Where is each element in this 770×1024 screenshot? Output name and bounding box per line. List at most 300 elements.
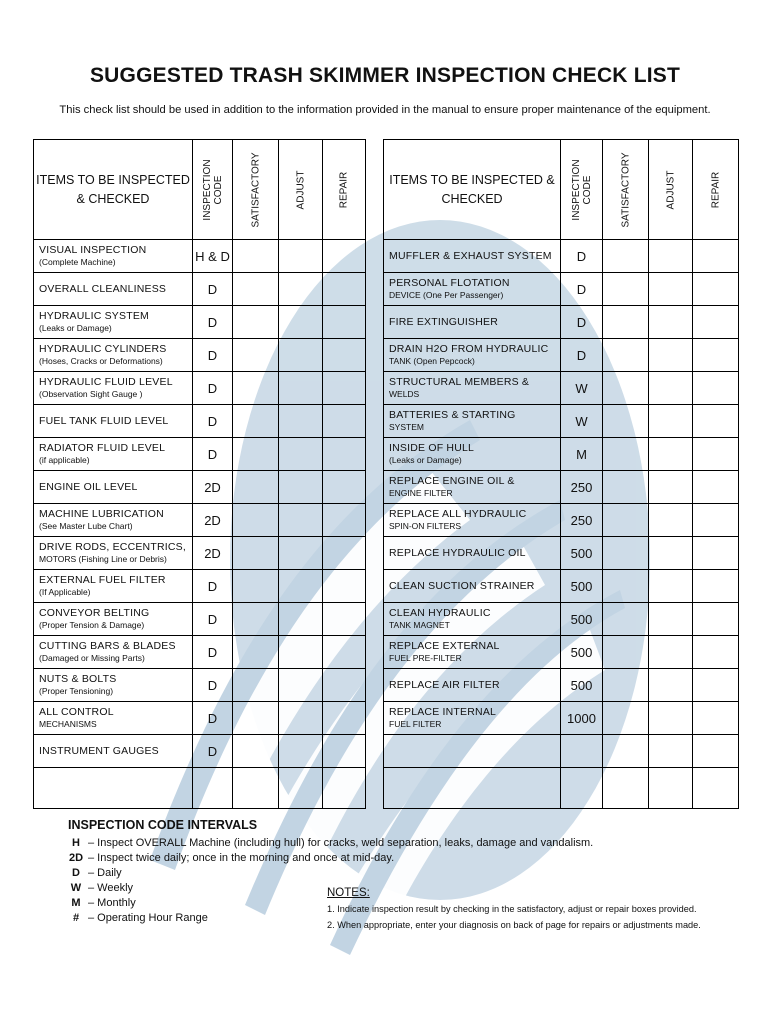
repair-box[interactable] (693, 471, 739, 504)
repair-box[interactable] (693, 273, 739, 306)
repair-box[interactable] (693, 636, 739, 669)
inspection-code: 2D (193, 471, 233, 504)
intervals-title: INSPECTION CODE INTERVALS (68, 818, 258, 832)
table-row (384, 273, 739, 306)
code-header-line2: CODE (212, 175, 224, 204)
blank-row (384, 768, 739, 809)
satisfactory-box[interactable] (603, 636, 649, 669)
interval-row (68, 836, 758, 851)
adjust-box[interactable] (279, 273, 323, 306)
item-name: FUEL TANK FLUID LEVEL (39, 414, 169, 427)
item-name: HYDRAULIC FLUID LEVEL (39, 376, 173, 388)
inspection-code: W (561, 372, 603, 405)
item-name: HYDRAULIC CYLINDERS (39, 343, 167, 355)
repair-box[interactable] (323, 306, 366, 339)
item-name: REPLACE ENGINE OIL & (389, 475, 515, 487)
item-name: BATTERIES & STARTING (389, 409, 516, 421)
blank-cell[interactable] (323, 768, 366, 809)
item-name: OVERALL CLEANLINESS (39, 282, 167, 295)
satisfactory-header (603, 140, 649, 240)
blank-cell[interactable] (693, 768, 739, 809)
adjust-box[interactable] (649, 537, 693, 570)
repair-box[interactable] (323, 570, 366, 603)
table-row (384, 636, 739, 669)
blank-cell[interactable] (603, 768, 649, 809)
item-cell (384, 339, 561, 372)
adjust-box[interactable] (279, 603, 323, 636)
table-row (34, 702, 366, 735)
item-note: (Damaged or Missing Parts) (39, 653, 145, 663)
item-note: MECHANISMS (39, 719, 97, 729)
interval-code: M (71, 897, 81, 909)
repair-box[interactable] (693, 438, 739, 471)
satisfactory-box[interactable] (603, 306, 649, 339)
item-name: DRIVE RODS, ECCENTRICS, (39, 541, 186, 553)
interval-code: H (72, 837, 80, 849)
note-item: 1. Indicate inspection result by checking in the satisfactory, adjust or repair boxes provided. (327, 904, 697, 914)
satisfactory-box[interactable] (603, 273, 649, 306)
item-name: NUTS & BOLTS (39, 673, 117, 685)
inspection-code: 2D (193, 537, 233, 570)
satisfactory-box[interactable] (233, 603, 279, 636)
item-note: DEVICE (One Per Passenger) (389, 290, 504, 300)
adjust-box[interactable] (649, 570, 693, 603)
inspection-code: D (561, 273, 603, 306)
checklist-table-left (33, 139, 366, 809)
table-row (384, 405, 739, 438)
repair-box[interactable] (693, 570, 739, 603)
item-cell (384, 240, 561, 273)
inspection-code: D (193, 306, 233, 339)
satisfactory-box[interactable] (603, 372, 649, 405)
blank-cell[interactable] (649, 768, 693, 809)
repair-box[interactable] (323, 405, 366, 438)
item-name: CONVEYOR BELTING (39, 607, 150, 619)
inspection-code: 250 (561, 471, 603, 504)
satisfactory-box[interactable] (233, 471, 279, 504)
adjust-header-label: ADJUST (295, 170, 306, 209)
satisfactory-box[interactable] (233, 537, 279, 570)
table-row (34, 273, 366, 306)
repair-box[interactable] (323, 603, 366, 636)
inspection-code: D (193, 438, 233, 471)
satisfactory-header-label: SATISFACTORY (250, 151, 261, 228)
inspection-code-header (193, 140, 233, 240)
table-row (34, 537, 366, 570)
item-name: VISUAL INSPECTION (39, 244, 147, 256)
item-cell (34, 504, 193, 537)
item-name: INSTRUMENT GAUGES (39, 744, 159, 757)
item-cell (384, 570, 561, 603)
inspection-code: D (193, 372, 233, 405)
satisfactory-box[interactable] (233, 504, 279, 537)
item-cell (34, 735, 193, 768)
notes-section (327, 885, 757, 933)
blank-item-cell (384, 768, 561, 809)
code-header-line1: INSPECTION (201, 158, 213, 221)
item-name: HYDRAULIC SYSTEM (39, 310, 149, 322)
repair-header (693, 140, 739, 240)
satisfactory-box[interactable] (233, 339, 279, 372)
satisfactory-box[interactable] (603, 471, 649, 504)
adjust-box[interactable] (279, 702, 323, 735)
item-name: RADIATOR FLUID LEVEL (39, 442, 166, 454)
item-cell (384, 636, 561, 669)
item-name: REPLACE HYDRAULIC OIL (389, 546, 526, 559)
adjust-box[interactable] (649, 405, 693, 438)
item-cell (384, 603, 561, 636)
adjust-box[interactable] (649, 669, 693, 702)
inspection-code: 500 (561, 570, 603, 603)
satisfactory-box[interactable] (233, 273, 279, 306)
item-note: (See Master Lube Chart) (39, 521, 133, 531)
header-row (34, 140, 366, 240)
item-cell (384, 537, 561, 570)
table-row (34, 570, 366, 603)
satisfactory-box[interactable] (603, 438, 649, 471)
table-row (384, 471, 739, 504)
item-name: ENGINE OIL LEVEL (39, 480, 138, 493)
adjust-box[interactable] (279, 339, 323, 372)
item-note: TANK (Open Pepcock) (389, 356, 475, 366)
adjust-box[interactable] (649, 636, 693, 669)
item-note: (Leaks or Damage) (39, 323, 112, 333)
inspection-code: D (561, 339, 603, 372)
adjust-box[interactable] (649, 273, 693, 306)
item-cell (34, 240, 193, 273)
repair-box[interactable] (323, 669, 366, 702)
inspection-code: D (193, 669, 233, 702)
table-row (384, 537, 739, 570)
item-name: EXTERNAL FUEL FILTER (39, 574, 166, 586)
items-header: ITEMS TO BE INSPECTED & CHECKED (384, 140, 561, 240)
item-cell (34, 636, 193, 669)
repair-header-label: REPAIR (710, 171, 721, 208)
inspection-code: D (193, 603, 233, 636)
repair-box[interactable] (693, 240, 739, 273)
table-row (34, 636, 366, 669)
blank-item-cell (384, 735, 561, 768)
table-row (384, 372, 739, 405)
interval-description: – Daily (88, 867, 122, 879)
item-cell (34, 306, 193, 339)
adjust-box[interactable] (279, 306, 323, 339)
blank-check-box[interactable] (603, 735, 649, 768)
satisfactory-header (233, 140, 279, 240)
adjust-box[interactable] (649, 603, 693, 636)
inspection-code: 2D (193, 504, 233, 537)
table-row (384, 570, 739, 603)
item-name: CUTTING BARS & BLADES (39, 640, 176, 652)
repair-box[interactable] (323, 537, 366, 570)
item-name: CLEAN SUCTION STRAINER (389, 579, 535, 592)
blank-check-box[interactable] (649, 735, 693, 768)
satisfactory-box[interactable] (603, 240, 649, 273)
item-name: REPLACE AIR FILTER (389, 678, 500, 691)
table-row (34, 306, 366, 339)
repair-box[interactable] (323, 438, 366, 471)
repair-box[interactable] (323, 339, 366, 372)
table-row (384, 339, 739, 372)
table-row (34, 735, 366, 768)
inspection-code: D (193, 273, 233, 306)
item-cell (34, 273, 193, 306)
adjust-header (649, 140, 693, 240)
item-note: FUEL FILTER (389, 719, 442, 729)
repair-box[interactable] (693, 669, 739, 702)
satisfactory-box[interactable] (603, 339, 649, 372)
repair-box[interactable] (693, 372, 739, 405)
interval-description: – Operating Hour Range (88, 912, 208, 924)
satisfactory-header-label: SATISFACTORY (620, 151, 631, 228)
inspection-code: D (193, 339, 233, 372)
item-note: TANK MAGNET (389, 620, 450, 630)
repair-box[interactable] (323, 273, 366, 306)
satisfactory-box[interactable] (233, 735, 279, 768)
item-cell (384, 669, 561, 702)
blank-check-box[interactable] (693, 735, 739, 768)
adjust-box[interactable] (279, 240, 323, 273)
item-name: REPLACE EXTERNAL (389, 640, 500, 652)
item-cell (34, 702, 193, 735)
repair-box[interactable] (323, 702, 366, 735)
inspection-code: 500 (561, 636, 603, 669)
satisfactory-box[interactable] (233, 372, 279, 405)
page-title: SUGGESTED TRASH SKIMMER INSPECTION CHECK LIST (89, 64, 681, 87)
adjust-box[interactable] (279, 372, 323, 405)
repair-box[interactable] (693, 405, 739, 438)
satisfactory-box[interactable] (603, 603, 649, 636)
header-row (384, 140, 739, 240)
blank-cell (561, 768, 603, 809)
adjust-box[interactable] (649, 240, 693, 273)
item-note: ENGINE FILTER (389, 488, 453, 498)
inspection-code: 500 (561, 603, 603, 636)
inspection-code: D (193, 702, 233, 735)
adjust-box[interactable] (649, 372, 693, 405)
adjust-box[interactable] (279, 537, 323, 570)
item-note: (Observation Sight Gauge ) (39, 389, 143, 399)
table-row (34, 504, 366, 537)
item-cell (34, 438, 193, 471)
table-row (384, 504, 739, 537)
satisfactory-box[interactable] (233, 306, 279, 339)
satisfactory-box[interactable] (603, 702, 649, 735)
table-row (34, 240, 366, 273)
inspection-code: H & D (193, 240, 233, 273)
satisfactory-box[interactable] (233, 570, 279, 603)
item-name: INSIDE OF HULL (389, 442, 475, 454)
table-row (34, 372, 366, 405)
table-row (384, 735, 739, 768)
item-note: (Complete Machine) (39, 257, 116, 267)
items-header: ITEMS TO BE INSPECTED & CHECKED (34, 140, 193, 240)
table-row (384, 240, 739, 273)
item-cell (384, 405, 561, 438)
adjust-box[interactable] (279, 570, 323, 603)
item-cell (34, 570, 193, 603)
note-item: 2. When appropriate, enter your diagnosis on back of page for repairs or adjustments made. (327, 920, 701, 930)
item-note: WELDS (389, 389, 420, 399)
satisfactory-box[interactable] (233, 702, 279, 735)
satisfactory-box[interactable] (233, 240, 279, 273)
item-name: MACHINE LUBRICATION (39, 508, 164, 520)
satisfactory-box[interactable] (603, 405, 649, 438)
item-note: MOTORS (Fishing Line or Debris) (39, 554, 167, 564)
repair-box[interactable] (323, 372, 366, 405)
item-cell (384, 471, 561, 504)
inspection-code: M (561, 438, 603, 471)
inspection-code: D (193, 570, 233, 603)
item-cell (34, 339, 193, 372)
item-name: ALL CONTROL (39, 706, 114, 718)
item-note: (If Applicable) (39, 587, 91, 597)
item-cell (34, 471, 193, 504)
adjust-box[interactable] (649, 471, 693, 504)
adjust-box[interactable] (649, 306, 693, 339)
item-note: (Leaks or Damage) (389, 455, 462, 465)
adjust-box[interactable] (649, 339, 693, 372)
table-row (34, 438, 366, 471)
item-cell (384, 438, 561, 471)
adjust-box[interactable] (279, 735, 323, 768)
interval-row (68, 866, 758, 881)
item-name: FIRE EXTINGUISHER (389, 315, 498, 328)
table-row (34, 471, 366, 504)
repair-box[interactable] (323, 504, 366, 537)
item-cell (34, 372, 193, 405)
inspection-code: D (561, 240, 603, 273)
item-name: DRAIN H2O FROM HYDRAULIC (389, 343, 549, 355)
item-note: (Hoses, Cracks or Deformations) (39, 356, 163, 366)
repair-header (323, 140, 366, 240)
repair-box[interactable] (693, 702, 739, 735)
blank-cell[interactable] (279, 768, 323, 809)
repair-box[interactable] (693, 603, 739, 636)
item-cell (384, 372, 561, 405)
adjust-box[interactable] (649, 438, 693, 471)
interval-code: 2D (68, 852, 84, 864)
repair-box[interactable] (693, 537, 739, 570)
checklist-table-right (383, 139, 739, 809)
inspection-code: D (193, 636, 233, 669)
inspection-code-header (561, 140, 603, 240)
interval-description: – Monthly (88, 897, 136, 909)
item-note: (if applicable) (39, 455, 90, 465)
satisfactory-box[interactable] (603, 570, 649, 603)
inspection-code: D (561, 306, 603, 339)
adjust-box[interactable] (279, 471, 323, 504)
adjust-header (279, 140, 323, 240)
inspection-code: W (561, 405, 603, 438)
adjust-box[interactable] (279, 504, 323, 537)
table-row (34, 339, 366, 372)
item-cell (34, 405, 193, 438)
item-name: CLEAN HYDRAULIC (389, 607, 491, 619)
page-subtitle: This check list should be used in addition to the information provided in the manual to ensure proper maintenance of the equipment. (59, 104, 711, 116)
item-name: REPLACE INTERNAL (389, 706, 497, 718)
notes-title: NOTES: (327, 887, 370, 899)
item-name: REPLACE ALL HYDRAULIC (389, 508, 527, 520)
item-cell (384, 702, 561, 735)
table-row (34, 603, 366, 636)
repair-box[interactable] (693, 339, 739, 372)
adjust-box[interactable] (649, 702, 693, 735)
satisfactory-box[interactable] (603, 537, 649, 570)
repair-box[interactable] (323, 471, 366, 504)
repair-box[interactable] (693, 504, 739, 537)
inspection-code: 500 (561, 537, 603, 570)
adjust-box[interactable] (279, 636, 323, 669)
code-header-line2: CODE (581, 175, 593, 204)
item-note: SPIN-ON FILTERS (389, 521, 462, 531)
item-name: MUFFLER & EXHAUST SYSTEM (389, 249, 552, 262)
item-cell (34, 603, 193, 636)
inspection-code: 250 (561, 504, 603, 537)
repair-header-label: REPAIR (338, 171, 350, 208)
satisfactory-box[interactable] (233, 636, 279, 669)
repair-box[interactable] (323, 240, 366, 273)
repair-box[interactable] (323, 636, 366, 669)
interval-row (68, 851, 758, 866)
adjust-header-label: ADJUST (665, 170, 676, 209)
interval-description: – Weekly (88, 882, 134, 894)
blank-item-cell (34, 768, 193, 809)
table-row (34, 669, 366, 702)
satisfactory-box[interactable] (603, 669, 649, 702)
inspection-code: 1000 (561, 702, 603, 735)
adjust-box[interactable] (279, 669, 323, 702)
satisfactory-box[interactable] (233, 405, 279, 438)
item-cell (34, 537, 193, 570)
adjust-box[interactable] (649, 504, 693, 537)
table-row (384, 306, 739, 339)
item-cell (384, 273, 561, 306)
table-row (384, 669, 739, 702)
item-note: SYSTEM (389, 422, 424, 432)
satisfactory-box[interactable] (603, 504, 649, 537)
inspection-code: D (193, 735, 233, 768)
table-row (384, 702, 739, 735)
table-row (384, 603, 739, 636)
repair-box[interactable] (693, 306, 739, 339)
inspection-code: 500 (561, 669, 603, 702)
adjust-box[interactable] (279, 438, 323, 471)
item-cell (384, 504, 561, 537)
blank-row (34, 768, 366, 809)
item-note: FUEL PRE-FILTER (389, 653, 462, 663)
item-name: PERSONAL FLOTATION (389, 277, 510, 289)
interval-code: W (70, 882, 82, 894)
item-note: (Proper Tensioning) (39, 686, 114, 696)
table-row (384, 438, 739, 471)
blank-cell[interactable] (233, 768, 279, 809)
table-row (34, 405, 366, 438)
item-cell (384, 306, 561, 339)
blank-cell (193, 768, 233, 809)
code-header-line1: INSPECTION (570, 158, 582, 221)
satisfactory-box[interactable] (233, 669, 279, 702)
item-name: STRUCTURAL MEMBERS & (389, 376, 530, 388)
item-cell (34, 669, 193, 702)
interval-code: # (72, 912, 80, 924)
adjust-box[interactable] (279, 405, 323, 438)
repair-box[interactable] (323, 735, 366, 768)
interval-code: D (72, 867, 80, 879)
satisfactory-box[interactable] (233, 438, 279, 471)
inspection-code: D (193, 405, 233, 438)
blank-code-cell (561, 735, 603, 768)
